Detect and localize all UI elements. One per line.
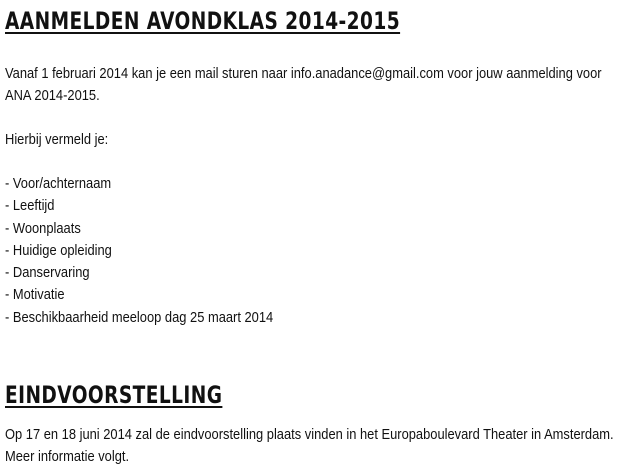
list-item: - Motivatie (5, 286, 65, 304)
requirements-list (5, 173, 635, 329)
intro-line-1: Vanaf 1 februari 2014 kan je een mail sturen naar info.anadance@gmail.com voor jouw aanmelding voor (5, 65, 602, 82)
lead-text: Hierbij vermeld je: (5, 131, 109, 148)
eindvoorstelling-line-1: Op 17 en 18 juni 2014 zal de eindvoorstelling plaats vinden in het Europaboulevard Theater in Amsterdam. (5, 426, 614, 444)
intro-line-2: ANA 2014-2015. (5, 87, 100, 104)
list-item: - Danservaring (5, 264, 90, 282)
eindvoorstelling-line-2: Meer informatie volgt. (5, 448, 130, 466)
page-content (5, 6, 635, 468)
list-item: - Beschikbaarheid meeloop dag 25 maart 2014 (5, 308, 274, 326)
heading-aanmelden-avondklas: AANMELDEN AVONDKLAS 2014-2015 (5, 7, 401, 35)
list-item: - Huidige opleiding (5, 241, 112, 259)
list-item: - Voor/achternaam (5, 175, 112, 192)
list-item: - Woonplaats (5, 219, 81, 237)
heading-eindvoorstelling: EINDVOORSTELLING (5, 381, 223, 410)
list-item: - Leeftijd (5, 197, 55, 215)
